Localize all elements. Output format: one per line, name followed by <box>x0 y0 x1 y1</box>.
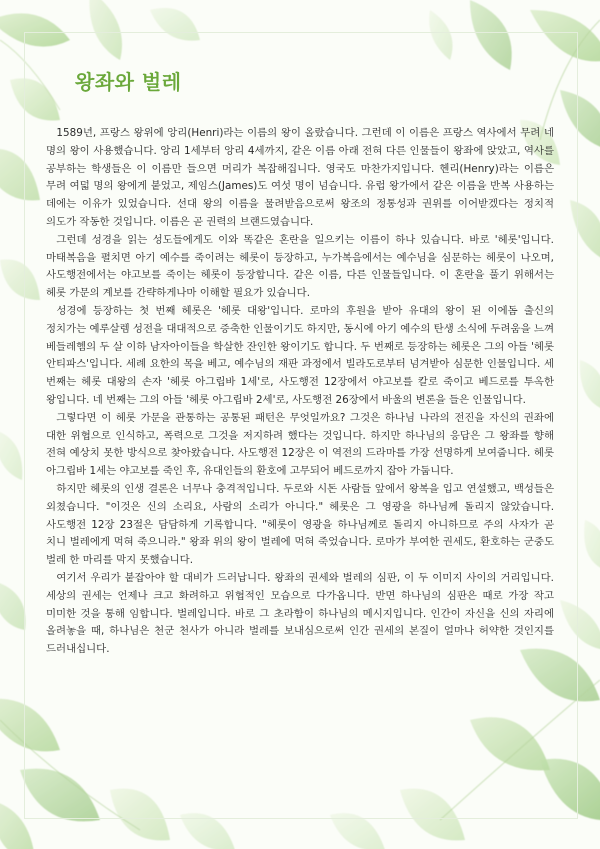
paragraph: 여기서 우리가 붙잡아야 할 대비가 드러납니다. 왕좌의 권세와 벌레의 심판, 이 두 이미지 사이의 거리입니다. 세상의 권세는 언제나 크고 화려하고 위협적인 모습으로 다가옵니다. 반면 하나님의 심판은 때로 가장 작고 미미한 것을 통해 임합니다. 벌레입니다. 바로 그 초라함이 하나님의 메시지입니다. 인간이 자신을 신의 자리에 올려놓을 때, 하나님은 천군 천사가 아니라 벌레를 보내심으로써 인간 권세의 본질이 얼마나 허약한 것인지를 드러내십니다. <box>46 571 554 656</box>
paragraph: 하지만 헤롯의 인생 결론은 너무나 충격적입니다. 두로와 시돈 사람들 앞에서 왕복을 입고 연설했고, 백성들은 외쳤습니다. "이것은 신의 소리요, 사람의 소리가 아니다." 헤롯은 그 영광을 하나님께 돌리지 않았습니다. 사도행전 12장 23절은 담담하게 기록합니다. "헤롯이 영광을 하나님께로 돌리지 아니하므로 주의 사자가 곧 치니 벌레에게 먹혀 죽으니라." 왕좌 위의 왕이 벌레에 먹혀 죽었습니다. 로마가 부여한 권세도, 환호하는 군중도 벌레 한 마리를 막지 못했습니다. <box>46 482 554 567</box>
paragraph: 그렇다면 이 헤롯 가문을 관통하는 공통된 패턴은 무엇일까요? 그것은 하나님 나라의 전진을 자신의 권좌에 대한 위협으로 인식하고, 폭력으로 그것을 저지하려 했다는 것입니다. 하지만 하나님의 응답은 그 왕좌를 향해 전혀 예상치 못한 방식으로 찾아왔습니다. 사도행전 12장은 이 역전의 드라마를 가장 선명하게 보여줍니다. 헤롯 아그립바 1세는 야고보를 죽인 후, 유대인들의 환호에 고무되어 베드로까지 잡아 가둡니다. <box>46 411 554 478</box>
document-body <box>46 125 554 659</box>
paragraph: 1589년, 프랑스 왕위에 앙리(Henri)라는 이름의 왕이 올랐습니다. 그런데 이 이름은 프랑스 역사에서 무려 네 명의 왕이 사용했습니다. 앙리 1세부터 앙리 4세까지, 같은 이름 아래 전혀 다른 인물들이 왕좌에 앉았고, 역사를 공부하는 학생들은 이 이름만 들으면 머리가 복잡해집니다. 영국도 마찬가지입니다. 헨리(Henry)라는 이름은 무려 여덟 명의 왕에게 붙었고, 제임스(James)도 여섯 명이 넘습니다. 유럽 왕가에서 같은 이름을 반복 사용하는 데에는 이유가 있었습니다. 선대 왕의 이름을 물려받음으로써 왕조의 정통성과 권위를 이어받겠다는 정치적 의도가 작동한 것입니다. 이름은 곧 권력의 브랜드였습니다. <box>46 127 554 228</box>
paragraph: 그런데 성경을 읽는 성도들에게도 이와 똑같은 혼란을 일으키는 이름이 하나 있습니다. 바로 '헤롯'입니다. 마태복음을 펼치면 아기 예수를 죽이려는 헤롯이 등장하고, 누가복음에서는 예수님을 심문하는 헤롯이 나오며, 사도행전에서는 야고보를 죽이는 헤롯이 등장합니다. 같은 이름, 다른 인물들입니다. 이 혼란을 풀기 위해서는 헤롯 가문의 계보를 간략하게나마 이해할 필요가 있습니다. <box>46 233 554 300</box>
document-title: 왕좌와 벌레 <box>75 70 182 94</box>
paragraph: 성경에 등장하는 첫 번째 헤롯은 '헤롯 대왕'입니다. 로마의 후원을 받아 유대의 왕이 된 이에돔 출신의 정치가는 예루살렘 성전을 대대적으로 증축한 인물이기도 하지만, 동시에 아기 예수의 탄생 소식에 두려움을 느껴 베들레헴의 두 살 이하 남자아이들을 학살한 잔인한 왕이기도 합니다. 두 번째로 등장하는 헤롯은 그의 아들 '헤롯 안티파스'입니다. 세례 요한의 목을 베고, 예수님의 재판 과정에서 빌라도로부터 넘겨받아 심문한 인물입니다. 세 번째는 헤롯 대왕의 손자 '헤롯 아그립바 1세'로, 사도행전 12장에서 야고보를 칼로 죽이고 베드로를 투옥한 왕입니다. 네 번째는 그의 아들 '헤롯 아그립바 2세'로, 사도행전 26장에서 바울의 변론을 들은 인물입니다. <box>46 304 554 406</box>
